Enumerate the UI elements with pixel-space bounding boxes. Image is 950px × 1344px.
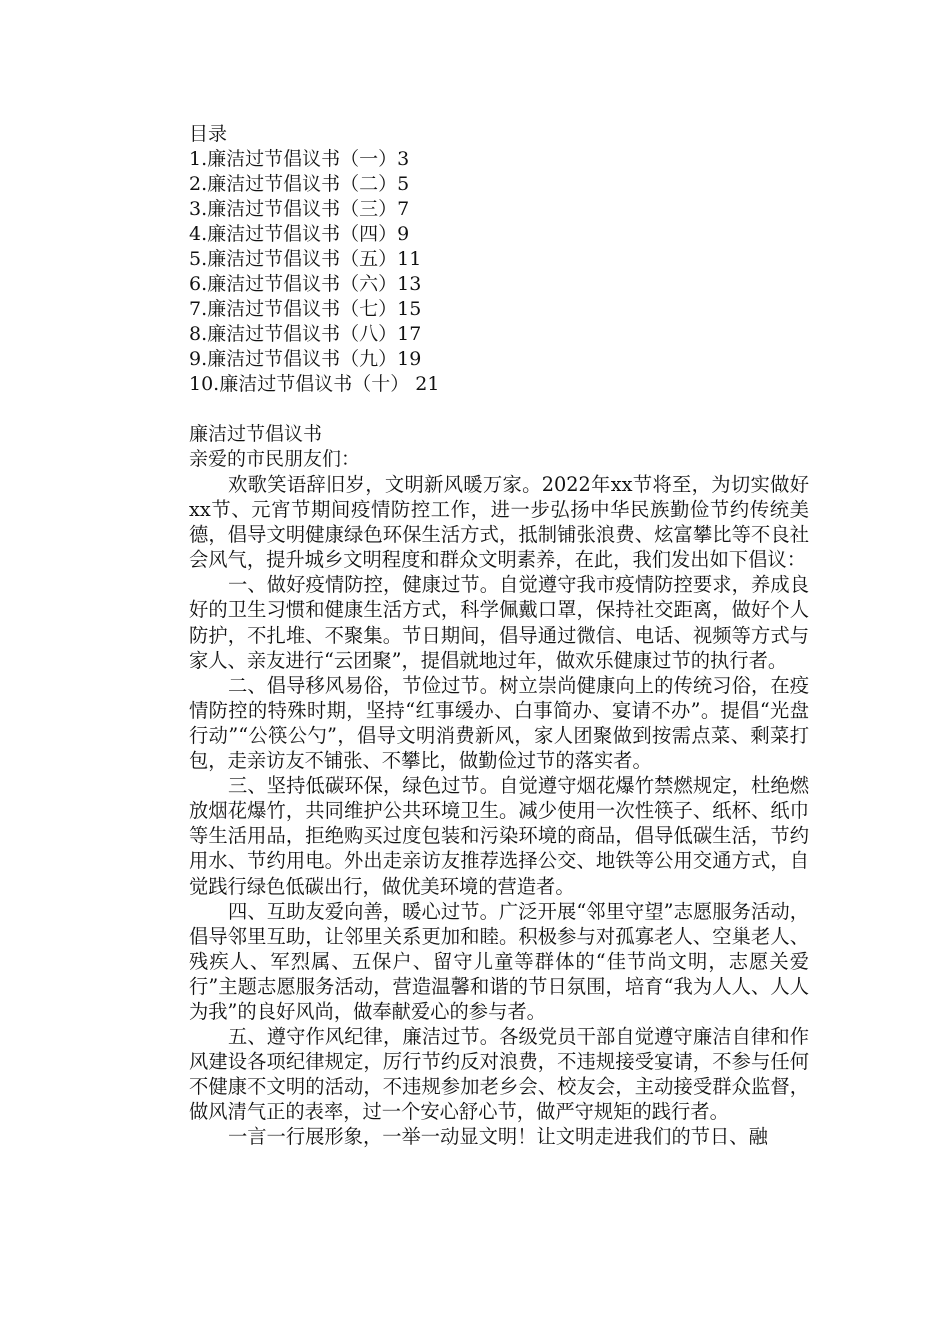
toc-item-7[interactable]: 7.廉洁过节倡议书（七）15 [189,298,422,320]
toc-item-2[interactable]: 2.廉洁过节倡议书（二）5 [189,173,410,195]
section-gap [189,397,809,422]
paragraph-1: 一、做好疫情防控，健康过节。自觉遵守我市疫情防控要求，养成良好的卫生习惯和健康生活方式，科学佩戴口罩，保持社交距离，做好个人防护，不扎堆、不聚集。节日期间，倡导通过微信、电话、视频等方式与家人、亲友进行“云团聚”，提倡就地过年，做欢乐健康过节的执行者。 [189,573,809,672]
paragraph-3: 三、坚持低碳环保，绿色过节。自觉遵守烟花爆竹禁燃规定，杜绝燃放烟花爆竹，共同维护公共环境卫生。减少使用一次性筷子、纸杯、纸巾等生活用品，拒绝购买过度包装和污染环境的商品，倡导低碳生活，节约用水、节约用电。外出走亲访友推荐选择公交、地铁等公用交通方式，自觉践行绿色低碳出行，做优美环境的营造者。 [189,774,809,898]
document-heading: 廉洁过节倡议书 [189,423,323,445]
paragraph-2: 二、倡导移风易俗，节俭过节。树立崇尚健康向上的传统习俗，在疫情防控的特殊时期，坚持“红事缓办、白事简办、宴请不办”。提倡“光盘行动”“公筷公勺”，倡导文明消费新风，家人团聚做到按需点菜、剩菜打包，走亲访友不铺张、不攀比，做勤俭过节的落实者。 [189,673,809,773]
toc-list [189,147,809,397]
toc-item-4[interactable]: 4.廉洁过节倡议书（四）9 [189,223,410,245]
toc-item-8[interactable]: 8.廉洁过节倡议书（八）17 [189,323,422,345]
paragraph-4: 四、互助友爱向善，暖心过节。广泛开展“邻里守望”志愿服务活动，倡导邻里互助，让邻里关系更加和睦。积极参与对孤寡老人、空巢老人、残疾人、军烈属、五保户、留守儿童等群体的“佳节尚文明，志愿关爱行”主题志愿服务活动，营造温馨和谐的节日氛围，培育“我为人人、人人为我”的良好风尚，做奉献爱心的参与者。 [189,899,809,1023]
toc-item-3[interactable]: 3.廉洁过节倡议书（三）7 [189,198,410,220]
toc-item-10[interactable]: 10.廉洁过节倡议书（十） 21 [189,373,440,395]
greeting-line: 亲爱的市民朋友们： [189,448,361,470]
toc-title: 目录 [189,123,228,145]
toc-item-1[interactable]: 1.廉洁过节倡议书（一）3 [189,148,410,170]
toc-item-6[interactable]: 6.廉洁过节倡议书（六）13 [189,273,422,295]
paragraph-5: 五、遵守作风纪律，廉洁过节。各级党员干部自觉遵守廉洁自律和作风建设各项纪律规定，厉行节约反对浪费，不违规接受宴请，不参与任何不健康不文明的活动，不违规参加老乡会、校友会，主动接受群众监督，做风清气正的表率，过一个安心舒心节，做严守规矩的践行者。 [189,1025,809,1124]
document-page [189,122,809,1150]
toc-item-5[interactable]: 5.廉洁过节倡议书（五）11 [189,248,422,270]
paragraph-intro: 欢歌笑语辞旧岁，文明新风暖万家。2022年xx节将至，为切实做好xx节、元宵节期间疫情防控工作，进一步弘扬中华民族勤俭节约传统美德，倡导文明健康绿色环保生活方式，抵制铺张浪费、炫富攀比等不良社会风气，提升城乡文明程度和群众文明素养，在此，我们发出如下倡议： [189,473,809,572]
paragraph-closing: 一言一行展形象，一举一动显文明！让文明走进我们的节日、融 [228,1125,768,1149]
toc-item-9[interactable]: 9.廉洁过节倡议书（九）19 [189,348,422,370]
